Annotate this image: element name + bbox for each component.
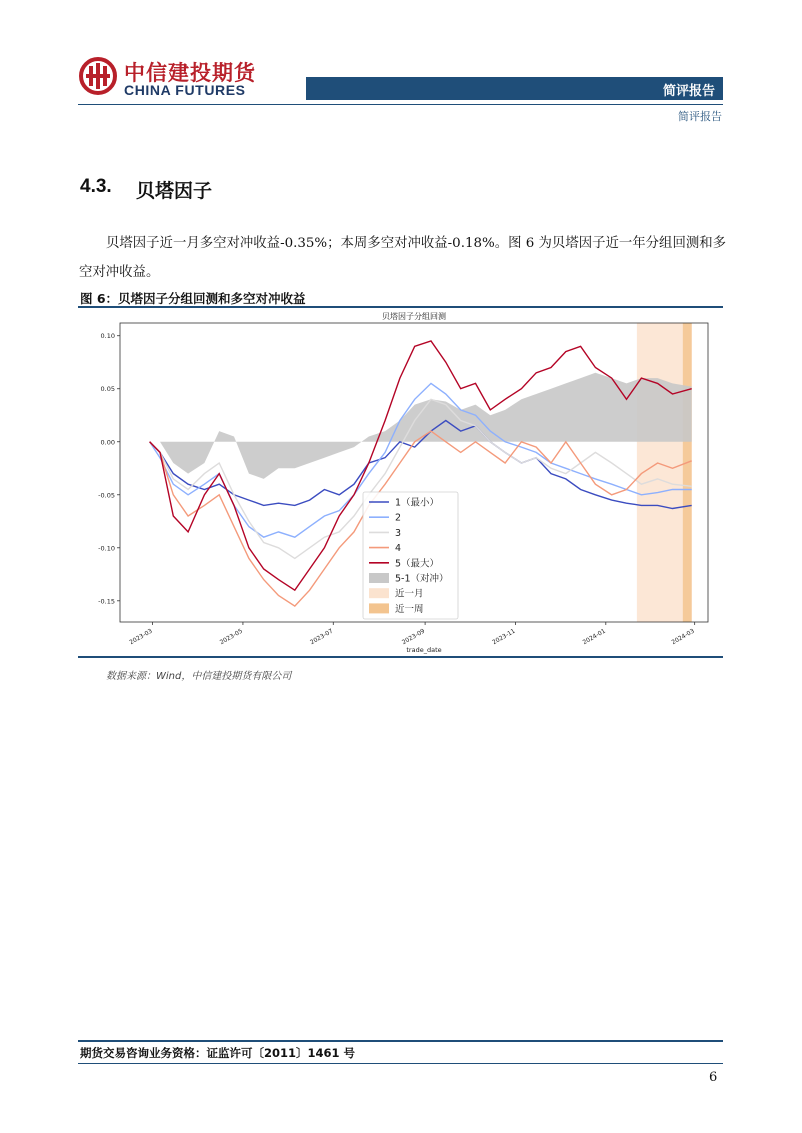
x-tick-label-3: 2023-09 xyxy=(400,627,427,647)
area-series xyxy=(150,373,692,479)
company-name-cn: 中信建投期货 xyxy=(124,61,256,85)
report-type-sub: 简评报告 xyxy=(678,110,722,123)
legend-label-0: 1（最小） xyxy=(395,497,440,509)
x-tick-label-4: 2023-11 xyxy=(491,627,517,647)
section-title: 贝塔因子 xyxy=(136,180,213,202)
y-tick-label-1: -0.10 xyxy=(98,544,115,553)
legend-label-6: 近一月 xyxy=(395,588,424,600)
x-tick-label-5: 2024-01 xyxy=(581,627,607,647)
page-number: 6 xyxy=(709,1070,718,1085)
footer-top-rule xyxy=(78,1040,723,1042)
legend-swatch-6 xyxy=(369,588,389,598)
y-tick-label-5: 0.10 xyxy=(100,332,115,341)
legend-box xyxy=(363,492,458,619)
chart-title: 贝塔因子分组回测 xyxy=(382,312,446,321)
data-source: 数据来源：Wind，中信建投期货有限公司 xyxy=(106,671,292,682)
legend-swatch-5 xyxy=(369,573,389,583)
legend-label-3: 4 xyxy=(395,543,402,555)
shaded-period-1 xyxy=(683,323,692,622)
figure-top-rule xyxy=(78,306,723,308)
legend-swatch-7 xyxy=(369,603,389,613)
x-tick-label-1: 2023-05 xyxy=(218,627,244,647)
header-divider xyxy=(78,104,723,105)
y-tick-label-3: 0.00 xyxy=(100,438,115,447)
x-tick-label-2: 2023-07 xyxy=(309,627,335,647)
figure-caption: 图 6：贝塔因子分组回测和多空对冲收益 xyxy=(80,291,306,306)
report-type-label: 简评报告 xyxy=(662,84,715,99)
footer-bottom-rule xyxy=(78,1063,723,1064)
legend-label-7: 近一周 xyxy=(395,603,424,615)
y-tick-label-4: 0.05 xyxy=(100,385,115,394)
company-logo-icon xyxy=(78,56,118,96)
beta-factor-chart xyxy=(78,309,723,654)
y-tick-label-2: -0.05 xyxy=(98,491,115,500)
legend-label-2: 3 xyxy=(395,527,402,539)
figure-bottom-rule xyxy=(78,656,723,658)
legend-label-1: 2 xyxy=(395,512,402,524)
x-tick-label-6: 2024-03 xyxy=(670,627,696,647)
section-paragraph: 贝塔因子近一月多空对冲收益-0.35%；本周多空对冲收益-0.18%。图 6 为贝塔因子近一年分组回测和多空对冲收益。 xyxy=(79,236,727,280)
header-bar xyxy=(306,77,723,100)
x-tick-label-0: 2023-03 xyxy=(128,627,154,647)
legend-label-5: 5-1（对冲） xyxy=(395,573,449,585)
legend-label-4: 5（最大） xyxy=(395,558,440,570)
company-name-en: CHINA FUTURES xyxy=(124,82,246,98)
license-text: 期货交易咨询业务资格：证监许可〔2011〕1461 号 xyxy=(80,1046,356,1060)
section-number: 4.3. xyxy=(80,176,112,197)
y-tick-label-0: -0.15 xyxy=(98,597,115,606)
x-axis-label: trade_date xyxy=(406,646,442,654)
